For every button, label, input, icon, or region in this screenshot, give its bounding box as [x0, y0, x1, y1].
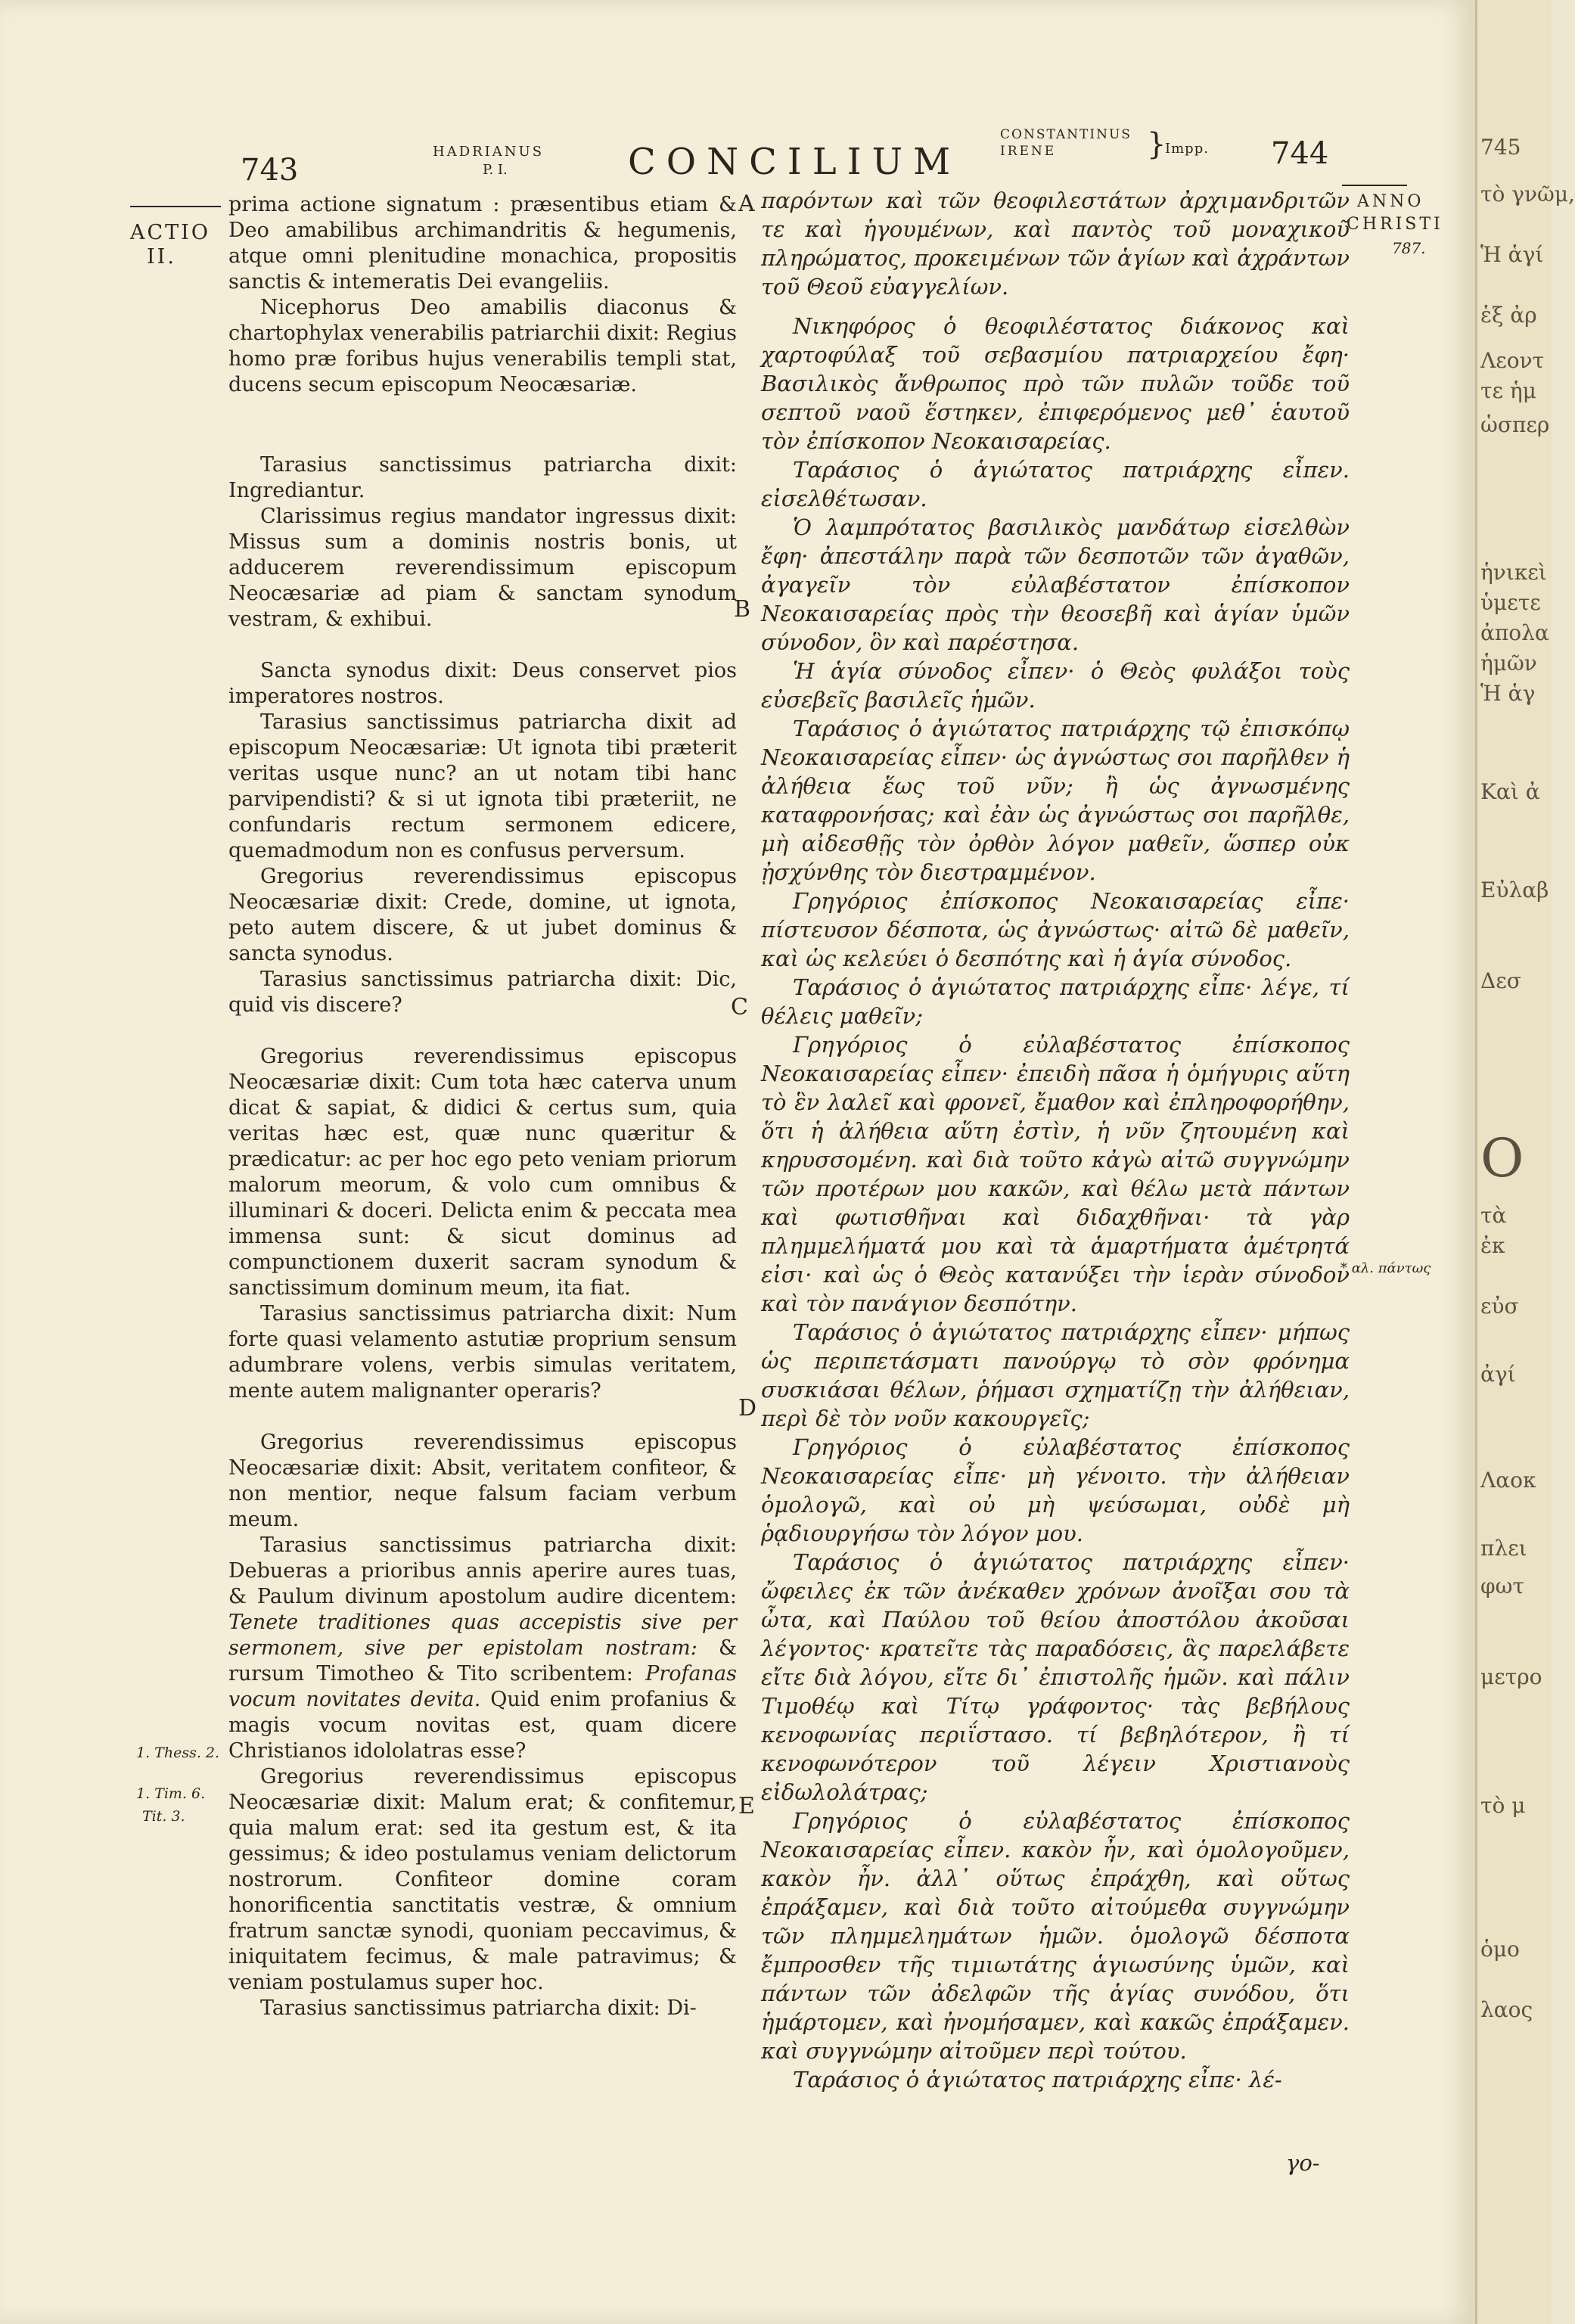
next-page-fragment: ἐκ — [1480, 1233, 1505, 1258]
next-page-fragment: τὸ γνῶμ, — [1480, 182, 1575, 207]
latin-column — [228, 192, 737, 2021]
next-page-fragment: 745 — [1480, 135, 1521, 160]
latin-para: Gregorius reverendissimus episcopus Neocæsariæ dixit: Cum tota hæc caterva unum dicat & sapiat, & didici & certus sum, quia veritas hæc est, quæ nunc quæritur & prædicatur: ac per hoc ego peto veniam priorum malorum meorum, & volo cum omnibus & illuminari & doceri. Delicta enim & peccata mea immensa sunt: & sicut dominus ad compunctionem duxerit sacram synodum & sanctissimum dominum meum, ita fiat. — [228, 1045, 737, 1300]
section-letter-b: B — [734, 596, 751, 623]
latin-para — [228, 1533, 737, 1764]
actio-label — [130, 221, 210, 269]
latin-text: & rursum Timotheo & Tito scribentem: — [228, 1636, 737, 1686]
greek-para: Γρηγόριος ὁ εὐλαβέστατος ἐπίσκοπος Νεοκαισαρείας εἶπεν· ἐπειδὴ πᾶσα ἡ ὁμήγυρις αὕτη τὸ ἓν λαλεῖ καὶ φρονεῖ, ἔμαθον καὶ ἐπληροφορήθην, ὅτι ἡ ἀλήθεια αὕτη ἐστὶν, ἡ νῦν ζητουμένη καὶ κηρυσσομένη. καὶ διὰ τοῦτο κἀγὼ αἰτῶ συγγνώμην τῶν προτέρων μου κακῶν, καὶ θέλω μετὰ πάντων καὶ φωτισθῆναι καὶ διδαχθῆναι· τὰ γὰρ πλημμελήματά μου καὶ τὰ ἁμαρτήματα ἀμέτρητά εἰσι· καὶ ὡς ὁ Θεὸς κατανύξει τὴν ἱερὰν σύνοδον καὶ τὸν πανάγιον δεσπότην. — [761, 1032, 1350, 1316]
next-page-edge — [1475, 0, 1575, 2324]
next-page-fragment: ὁμο — [1480, 1937, 1520, 1962]
anno-line-2: CHRISTI — [1347, 215, 1443, 234]
latin-para: Tarasius sanctissimus patriarcha dixit ad episcopum Neocæsariæ: Ut ignota tibi præterit veritas usque nunc? an ut notam tibi hanc parvipendisti? & si ut ignota tibi præteriit, ne confundaris rectum sermonem edicere, quemadmodum non es confusus perversum. — [228, 710, 737, 862]
latin-para: Sancta synodus dixit: Deus conservet pios imperatores nostros. — [228, 659, 737, 708]
latin-para: Gregorius reverendissimus episcopus Neocæsariæ dixit: Crede, domine, ut ignota, peto autem discere, & ut jubet dominus & sancta synodus. — [228, 865, 737, 965]
latin-quote-timothy: Profanas vocum novitates devita. — [228, 1662, 737, 1711]
next-page-fragment: τὸ μ — [1480, 1793, 1526, 1818]
greek-para: Ταράσιος ὁ ἁγιώτατος πατριάρχης εἶπεν· ὤφειλες ἐκ τῶν ἀνέκαθεν χρόνων ἀνοῖξαι σου τὰ ὦτα, καὶ Παύλου τοῦ θείου ἀποστόλου ἀκοῦσαι λέγοντος· κρατεῖτε τὰς παραδόσεις, ἃς παρελάβετε εἴτε διὰ λόγου, εἴτε δι᾽ ἐπιστολῆς ἡμῶν. καὶ πάλιν Τιμοθέῳ καὶ Τίτῳ γράφοντος· τὰς βεβήλους κενοφωνίας περιΐστασο. τί βεβηλότερον, ἢ τί κενοφωνότερον τοῦ λέγειν Χριστιανοὺς εἰδωλολάτρας; — [761, 1549, 1350, 1805]
page-number-right: 744 — [1271, 136, 1329, 171]
catchword: γο- — [1286, 2150, 1320, 2176]
latin-para: Tarasius sanctissimus patriarcha dixit: Num forte quasi velamento astutiæ proprium sensum adumbrare volens, verbis simulas veritatem, mente autem malignanter operaris? — [228, 1302, 737, 1403]
scripture-ref-1: 1. Thess. 2. — [136, 1745, 220, 1761]
margin-rule-left — [130, 206, 221, 207]
scripture-ref-3: Tit. 3. — [142, 1808, 185, 1825]
latin-text: Quid enim profanius & magis vocum novitas est, quam dicere Christianos idololatras esse? — [228, 1688, 737, 1763]
greek-para: Γρηγόριος ὁ εὐλαβέστατος ἐπίσκοπος Νεοκαισαρείας εἶπεν. κακὸν ἦν, καὶ ὁμολογοῦμεν, κακὸν ἦν. ἀλλ᾽ οὕτως ἐπράχθη, καὶ οὕτως ἐπράξαμεν, καὶ διὰ τοῦτο αἰτούμεθα συγγνώμην τῶν πλημμελημάτων ἡμῶν. ὁμολογῶ δέσποτα ἔμπροσθεν τῆς τιμιωτάτης ἁγιωσύνης ὑμῶν, καὶ πάντων τῶν ἀδελφῶν τῆς ἁγίας συνόδου, ὅτι ἡμάρτομεν, καὶ ἠνομήσαμεν, καὶ κακῶς ἐπράξαμεν. καὶ συγγνώμην αἰτοῦμεν περὶ τούτου. — [761, 1808, 1350, 2064]
latin-para: Clarissimus regius mandator ingressus dixit: Missus sum a dominis nostris bonis, ut adducerem reverendissimum episcopum Neocæsariæ ad piam & sanctam synodum vestram, & exhibui. — [228, 505, 737, 631]
next-page-fragment: τὰ — [1480, 1203, 1507, 1228]
greek-para: Ὁ λαμπρότατος βασιλικὸς μανδάτωρ εἰσελθὼν ἔφη· ἀπεστάλην παρὰ τῶν δεσποτῶν τῶν ἀγαθῶν, ἀγαγεῖν τὸν εὐλαβέστατον ἐπίσκοπον Νεοκαισαρείας πρὸς τὴν θεοσεβῆ καὶ ἁγίαν ὑμῶν σύνοδον, ὃν καὶ παρέστησα. — [761, 514, 1350, 655]
running-head-impp: Impp. — [1165, 141, 1209, 157]
next-page-fragment: Λαοκ — [1480, 1468, 1536, 1493]
greek-para: Ταράσιος ὁ ἁγιώτατος πατριάρχης εἶπε· λέ- — [793, 2067, 1282, 2093]
greek-para: Ἡ ἁγία σύνοδος εἶπεν· ὁ Θεὸς φυλάξοι τοὺς εὐσεβεῖς βασιλεῖς ἡμῶν. — [761, 658, 1350, 713]
next-page-fragment: ὑμετε — [1480, 590, 1541, 615]
greek-para: παρόντων καὶ τῶν θεοφιλεστάτων ἀρχιμανδριτῶν τε καὶ ἡγουμένων, καὶ παντὸς τοῦ μοναχικοῦ πληρώματος, προκειμένων τῶν ἁγίων καὶ ἀχράντων τοῦ Θεοῦ εὐαγγελίων. — [761, 188, 1350, 300]
next-page-fragment: ἡμῶν — [1480, 651, 1537, 676]
running-head-title: CONCILIUM — [628, 141, 961, 183]
latin-para: Tarasius sanctissimus patriarcha dixit: Di- — [260, 1996, 697, 2020]
section-letter-d: D — [738, 1395, 757, 1421]
anno-christi-label — [1347, 191, 1443, 236]
next-page-fragment: Εὐλαβ — [1480, 878, 1549, 903]
latin-para: Gregorius reverendissimus episcopus Neocæsariæ dixit: Absit, veritatem confiteor, & non mentior, neque falsum faciam verbum meum. — [228, 1431, 737, 1531]
next-page-fragment: φωτ — [1480, 1574, 1524, 1599]
section-letter-c: C — [731, 994, 748, 1021]
page-number-left: 743 — [241, 153, 299, 188]
running-head-irene: IRENE — [1000, 144, 1057, 159]
greek-para: Νικηφόρος ὁ θεοφιλέστατος διάκονος καὶ χαρτοφύλαξ τοῦ σεβασμίου πατριαρχείου ἔφη· Βασιλικὸς ἄνθρωπος πρὸ τῶν πυλῶν τοῦδε τοῦ σεπτοῦ ναοῦ ἕστηκεν, ἐπιφερόμενος μεθ᾽ ἑαυτοῦ τὸν ἐπίσκοπον Νεοκαισαρείας. — [761, 313, 1350, 454]
latin-quote-thessalonians: Tenete traditiones quas accepistis sive per sermonem, sive per epistolam nostram: — [228, 1611, 737, 1660]
next-page-fragment: Δεσ — [1480, 968, 1521, 993]
greek-para: Ταράσιος ὁ ἁγιώτατος πατριάρχης τῷ ἐπισκόπῳ Νεοκαισαρείας εἶπεν· ὡς ἀγνώστως σοι παρῆλθεν ἡ ἀλήθεια ἕως τοῦ νῦν; ἢ ὡς ἀγνωσμένης καταφρονήσας; καὶ ἐὰν ὡς ἀγνώστως σοι παρῆλθε, μὴ αἰδεσθῇς τὸν ὀρθὸν λόγον μαθεῖν, ὥσπερ οὐκ ᾐσχύνθης τὸν διεστραμμένον. — [761, 716, 1350, 885]
next-page-fragment: Ἡ ἁγί — [1480, 242, 1544, 267]
running-head-p1: P. I. — [483, 162, 508, 178]
actio-line-1: ACTIO — [130, 221, 210, 244]
margin-rule-right — [1342, 185, 1407, 186]
running-head-constantinus: CONSTANTINUS — [1000, 127, 1132, 142]
actio-line-2: II. — [147, 245, 176, 269]
latin-text: Tarasius sanctissimus patriarcha dixit: Debueras a prioribus annis aperire aures tuas, & Paulum divinum apostolum audire dicentem: — [228, 1533, 737, 1608]
next-page-fragment: ἀγί — [1480, 1362, 1516, 1387]
next-page-fragment: Καὶ ἀ — [1480, 779, 1540, 804]
next-page-fragment: ὡσπερ — [1480, 412, 1550, 437]
greek-para: Ταράσιος ὁ ἁγιώτατος πατριάρχης εἶπεν. εἰσελθέτωσαν. — [761, 457, 1350, 511]
greek-para: Γρηγόριος ὁ εὐλαβέστατος ἐπίσκοπος Νεοκαισαρείας εἶπε· μὴ γένοιτο. τὴν ἀλήθειαν ὁμολογῶ, καὶ οὐ μὴ ψεύσωμαι, οὐδὲ μὴ ῥᾳδιουργήσω τὸν λόγον μου. — [761, 1434, 1350, 1546]
next-page-fragment: λαος — [1480, 1997, 1533, 2022]
latin-para: prima actione signatum : præsentibus etiam & Deo amabilibus archimandritis & hegumenis, atque omni plenitudine monachica, propositis sanctis & intemeratis Dei evangeliis. — [228, 193, 737, 294]
latin-para: Tarasius sanctissimus patriarcha dixit: Ingrediantur. — [228, 453, 737, 502]
greek-column — [761, 186, 1350, 2094]
next-page-fragment: εὐσ — [1480, 1294, 1519, 1319]
next-page-fragment: Ἡ ἁγ — [1480, 681, 1536, 706]
anno-line-1: ANNO — [1357, 192, 1424, 211]
next-page-initial: Ο — [1480, 1127, 1524, 1189]
section-letter-a: A — [738, 191, 755, 217]
latin-para: Gregorius reverendissimus episcopus Neocæsariæ dixit: Malum erat; & confitemur, quia malum erat: sed ita gestum est, & ita gessimus; & ideo postulamus veniam delictorum nostrorum. Confiteor domine coram honorificentia sanctitatis vestræ, & omnium fratrum sanctæ synodi, quoniam peccavimus, & iniquitatem fecimus, & male patravimus; & veniam postulamus super hoc. — [228, 1765, 737, 1994]
next-page-fragment: ἡνικεὶ — [1480, 560, 1547, 585]
anno-year: 787. — [1392, 239, 1426, 257]
scripture-ref-2: 1. Tim. 6. — [136, 1785, 206, 1802]
greek-para: Ταράσιος ὁ ἁγιώτατος πατριάρχης εἶπε· λέγε, τί θέλεις μαθεῖν; — [761, 974, 1350, 1029]
next-page-fragment: τε ἡμ — [1480, 378, 1536, 403]
next-page-fragment: μετρο — [1480, 1664, 1542, 1689]
latin-para: Nicephorus Deo amabilis diaconus & chartophylax venerabilis patriarchii dixit: Regius homo præ foribus hujus venerabilis templi stat, ducens secum episcopum Neocæsariæ. — [228, 296, 737, 396]
variant-note: * αλ. πάντως — [1340, 1260, 1431, 1276]
next-page-fragment: ἑξ ἀρ — [1480, 303, 1537, 328]
running-head-brace: } — [1147, 127, 1166, 162]
section-letter-e: E — [738, 1793, 755, 1819]
next-page-fragment: ἀπολα — [1480, 620, 1549, 645]
greek-para: Γρηγόριος ἐπίσκοπος Νεοκαισαρείας εἶπε· πίστευσον δέσποτα, ὡς ἀγνώστως· αἰτῶ δὲ μαθεῖν, καὶ ὡς κελεύει ὁ δεσπότης καὶ ἡ ἁγία σύνοδος. — [761, 888, 1350, 971]
greek-para: Ταράσιος ὁ ἁγιώτατος πατριάρχης εἶπεν· μήπως ὡς περιπετάσματι πανούργῳ τὸ σὸν φρόνημα συσκιάσαι θέλων, ῥήμασι σχηματίζῃ τὴν ἀλήθειαν, περὶ δὲ τὸν νοῦν κακουργεῖς; — [761, 1319, 1350, 1431]
next-page-fragment: Λεοντ — [1480, 348, 1545, 373]
latin-para: Tarasius sanctissimus patriarcha dixit: Dic, quid vis discere? — [228, 968, 737, 1017]
next-page-fragment: πλει — [1480, 1536, 1527, 1561]
running-head-hadrianus: HADRIANUS — [433, 144, 545, 160]
